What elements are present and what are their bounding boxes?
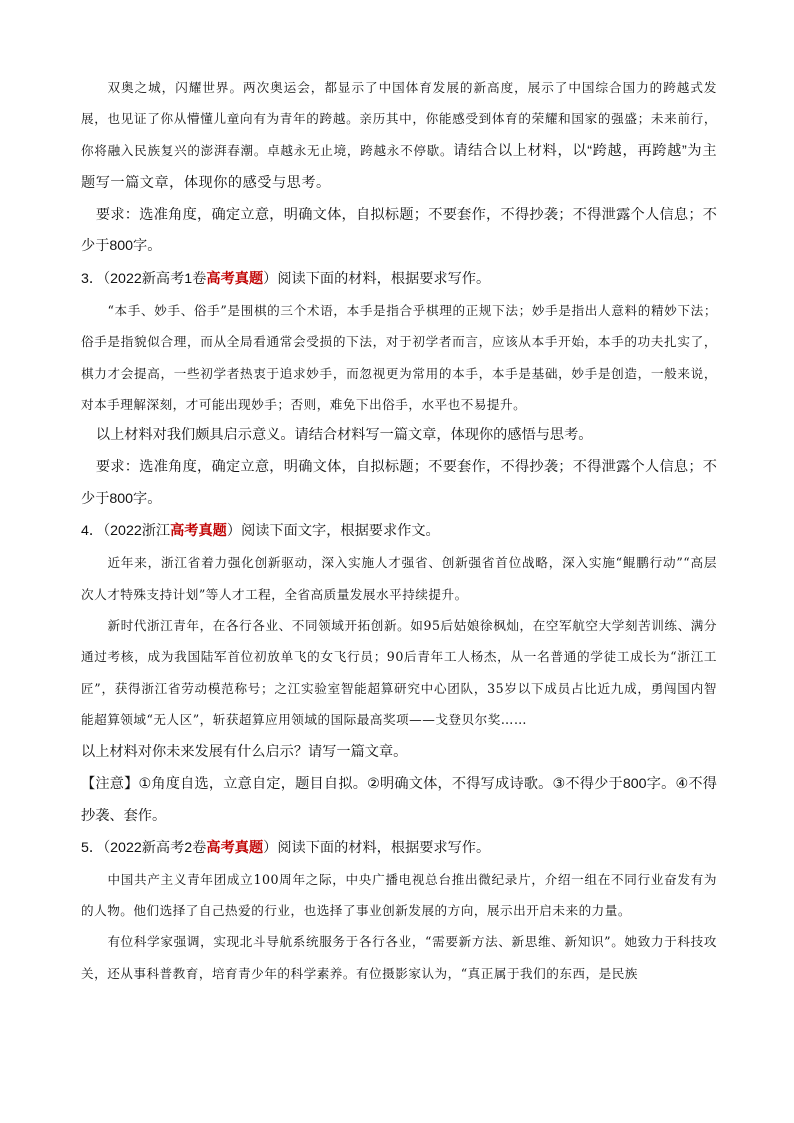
- question-3-source-prefix: （2022新高考1卷: [103, 270, 207, 287]
- question-4-heading: [81, 515, 717, 547]
- question-3-number: 3．: [81, 270, 104, 287]
- question-5-source-suffix: ）: [263, 839, 278, 856]
- question-4-source-suffix: ）: [226, 523, 242, 540]
- document-content: [81, 72, 717, 989]
- question-4-material-2: 新时代浙江青年，在各行各业、不同领域开拓创新。如95后姑娘徐枫灿，在空军航空大学刻苦训练、满分通过考核，成为我国陆军首位初放单飞的女飞行员；90后青年工人杨杰，从一名普通的学徒工成长为“浙江工匠”，获得浙江省劳动模范称号；之江实验室智能超算研究中心团队，35岁以下成员占比近九成，勇闯国内智能超算领域“无人区”，斩获超算应用领域的国际最高奖项——戈登贝尔奖……: [81, 618, 717, 728]
- question-3-source-suffix: ）: [263, 270, 278, 287]
- question-4-note: [81, 768, 717, 832]
- question-4-instruction: 阅读下面文字，根据要求作文。: [241, 523, 440, 540]
- intro-requirement: 要求：选准角度，确定立意，明确文体，自拟标题；不要套作，不得抄袭；不得泄露个人信息；不少于800字。: [81, 206, 717, 255]
- question-5-number: 5．: [81, 839, 104, 856]
- question-3-instruction: 阅读下面的材料，根据要求写作。: [277, 270, 491, 287]
- question-5-material-2: 有位科学家强调，实现北斗导航系统服务于各行各业，“需要新方法、新思维、新知识”。她致力于科技攻关，还从事科普教育，培育青少年的科学素养。有位摄影家认为，“真正属于我们的东西，是民族: [81, 934, 717, 981]
- intro-prompt: 请结合以上材料，以“跨越，再跨越”为主题写一篇文章，体现你的感受与思考。: [81, 142, 718, 192]
- question-5-material-1: 中国共产主义青年团成立100周年之际，中央广播电视总台推出微纪录片，介绍一组在不同行业奋发有为的人物。他们选择了自己热爱的行业，也选择了事业创新发展的方向，展示出开启未来的力量。: [81, 871, 717, 919]
- question-5-source-prefix: （2022新高考2卷: [103, 839, 207, 856]
- question-5-source-tag: 高考真题: [206, 839, 264, 856]
- question-5-instruction: 阅读下面的材料，根据要求写作。: [277, 839, 491, 856]
- question-4-source-prefix: （2022浙江: [103, 523, 171, 540]
- question-5-heading: [81, 832, 717, 864]
- question-4-note-text: ①角度自选，立意自定，题目自拟。②明确文体，不得写成诗歌。③不得少于800字。④不得抄袭、套作。: [81, 775, 717, 824]
- question-3-requirement: 要求：选准角度，确定立意，明确文体，自拟标题；不要套作，不得抄袭；不得泄露个人信息；不少于800字。: [81, 459, 717, 507]
- intro-material: [81, 72, 717, 200]
- intro-material-text: 双奥之城，闪耀世界。两次奥运会，都显示了中国体育发展的新高度，展示了中国综合国力的跨越式发展，也见证了你从懵懂儿童向有为青年的跨越。亲历其中，你能感受到体育的荣耀和国家的强盛；未来前行，你将融入民族复兴的澎湃春潮。卓越永无止境，跨越永不停歇。: [81, 80, 717, 158]
- question-3-material: “本手、妙手、俗手”是围棋的三个术语，本手是指合乎棋理的正规下法；妙手是指出人意料的精妙下法；俗手是指貌似合理，而从全局看通常会受损的下法，对于初学者而言，应该从本手开始，本手的功夫扎实了，棋力才会提高，一些初学者热衷于追求妙手，而忽视更为常用的本手，本手是基础，妙手是创造，一般来说，对本手理解深刻，才可能出现妙手；否则，难免下出俗手，水平也不易提升。: [81, 302, 717, 413]
- question-3-heading: [81, 263, 717, 295]
- question-3-source-tag: 高考真题: [206, 270, 264, 287]
- question-4-number: 4．: [81, 523, 104, 540]
- question-4-source-tag: 高考真题: [170, 523, 227, 540]
- question-4-note-tag: 【注意】: [81, 775, 139, 792]
- question-4-material-1: 近年来，浙江省着力强化创新驱动，深入实施人才强省、创新强省首位战略，深入实施“鲲鹏行动”“高层次人才特殊支持计划”等人才工程，全省高质量发展水平持续提升。: [81, 555, 717, 602]
- question-4-prompt: 以上材料对你未来发展有什么启示？请写一篇文章。: [81, 743, 408, 760]
- question-3-prompt: 以上材料对我们颇具启示意义。请结合材料写一篇文章，体现你的感悟与思考。: [95, 427, 593, 444]
